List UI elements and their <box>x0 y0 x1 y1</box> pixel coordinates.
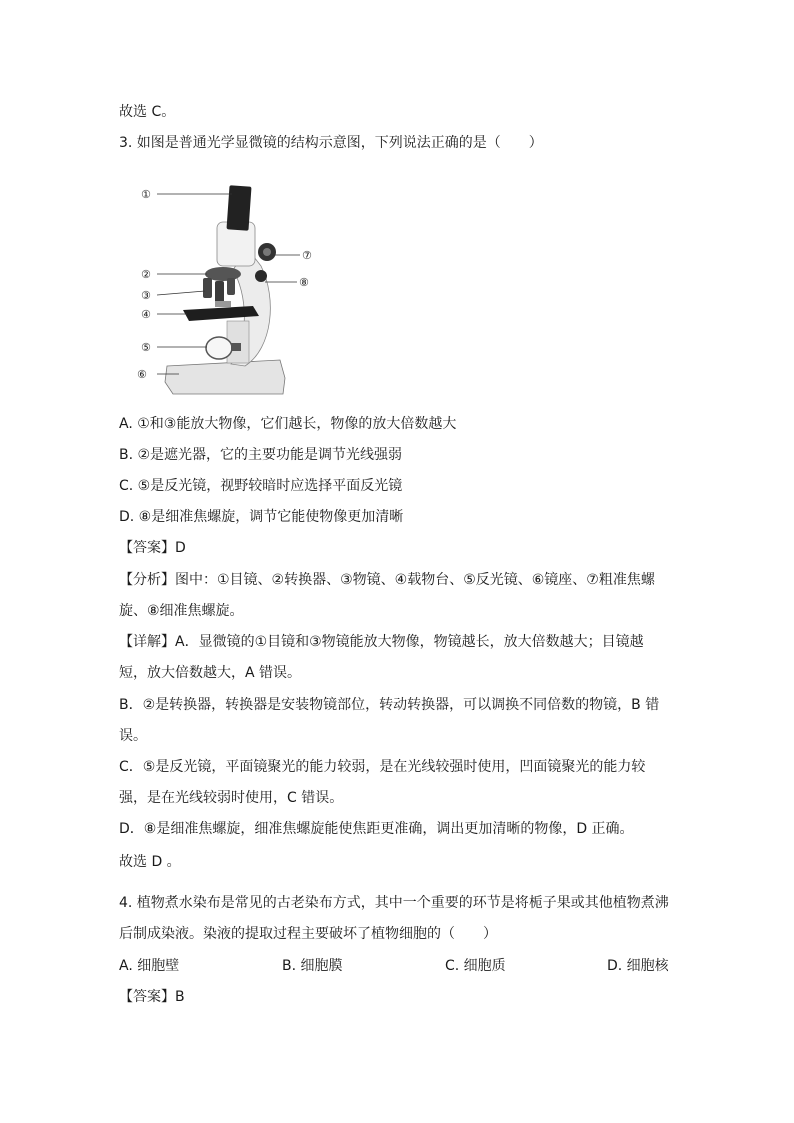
option-a: A. ①和③能放大物像，它们越长，物像的放大倍数越大 <box>119 416 457 432</box>
analysis-line-1: 【分析】图中：①目镜、②转换器、③物镜、④载物台、⑤反光镜、⑥镜座、⑦粗准焦螺 <box>119 572 655 588</box>
detail-line-5: C．⑤是反光镜，平面镜聚光的能力较弱，是在光线较强时使用，凹面镜聚光的能力较 <box>119 759 646 775</box>
figure-label-6: ⑥ <box>137 368 147 381</box>
q4-option-c: C. 细胞质 <box>445 958 506 974</box>
question-3-stem: 3. 如图是普通光学显微镜的结构示意图，下列说法正确的是（ ） <box>119 135 543 151</box>
figure-label-8: ⑧ <box>299 276 309 289</box>
detail-line-2: 短，放大倍数越大，A 错误。 <box>119 665 302 681</box>
figure-label-7: ⑦ <box>302 249 312 262</box>
detail-line-6: 强，是在光线较弱时使用，C 错误。 <box>119 790 344 806</box>
detail-line-1: 【详解】A．显微镜的①目镜和③物镜能放大物像，物镜越长，放大倍数越大；目镜越 <box>119 634 644 650</box>
figure-label-5: ⑤ <box>141 341 151 354</box>
detail-line-4: 误。 <box>119 728 147 744</box>
option-d: D. ⑧是细准焦螺旋，调节它能使物像更加清晰 <box>119 509 404 525</box>
q4-option-b: B. 细胞膜 <box>282 958 343 974</box>
figure-label-3: ③ <box>141 289 151 302</box>
selection-3: 故选 D 。 <box>119 854 181 870</box>
q4-option-d: D. 细胞核 <box>607 958 669 974</box>
figure-label-2: ② <box>141 268 151 281</box>
figure-label-1: ① <box>141 188 151 201</box>
question-4-stem-line-2: 后制成染液。染液的提取过程主要破坏了植物细胞的（ ） <box>119 926 497 942</box>
answer-3: 【答案】D <box>119 540 186 556</box>
text-line: 故选 C。 <box>119 104 176 120</box>
option-c: C. ⑤是反光镜，视野较暗时应选择平面反光镜 <box>119 478 403 494</box>
answer-4: 【答案】B <box>119 989 185 1005</box>
option-b: B. ②是遮光器，它的主要功能是调节光线强弱 <box>119 447 403 463</box>
detail-line-3: B．②是转换器，转换器是安装物镜部位，转动转换器，可以调换不同倍数的物镜，B 错 <box>119 697 660 713</box>
q4-option-a: A. 细胞壁 <box>119 958 180 974</box>
microscope-diagram <box>135 178 325 403</box>
figure-label-4: ④ <box>141 308 151 321</box>
detail-line-7: D．⑧是细准焦螺旋，细准焦螺旋能使焦距更准确，调出更加清晰的物像，D 正确。 <box>119 821 634 837</box>
analysis-line-2: 旋、⑧细准焦螺旋。 <box>119 603 244 619</box>
question-4-stem-line-1: 4. 植物煮水染布是常见的古老染布方式，其中一个重要的环节是将栀子果或其他植物煮沸 <box>119 895 669 911</box>
